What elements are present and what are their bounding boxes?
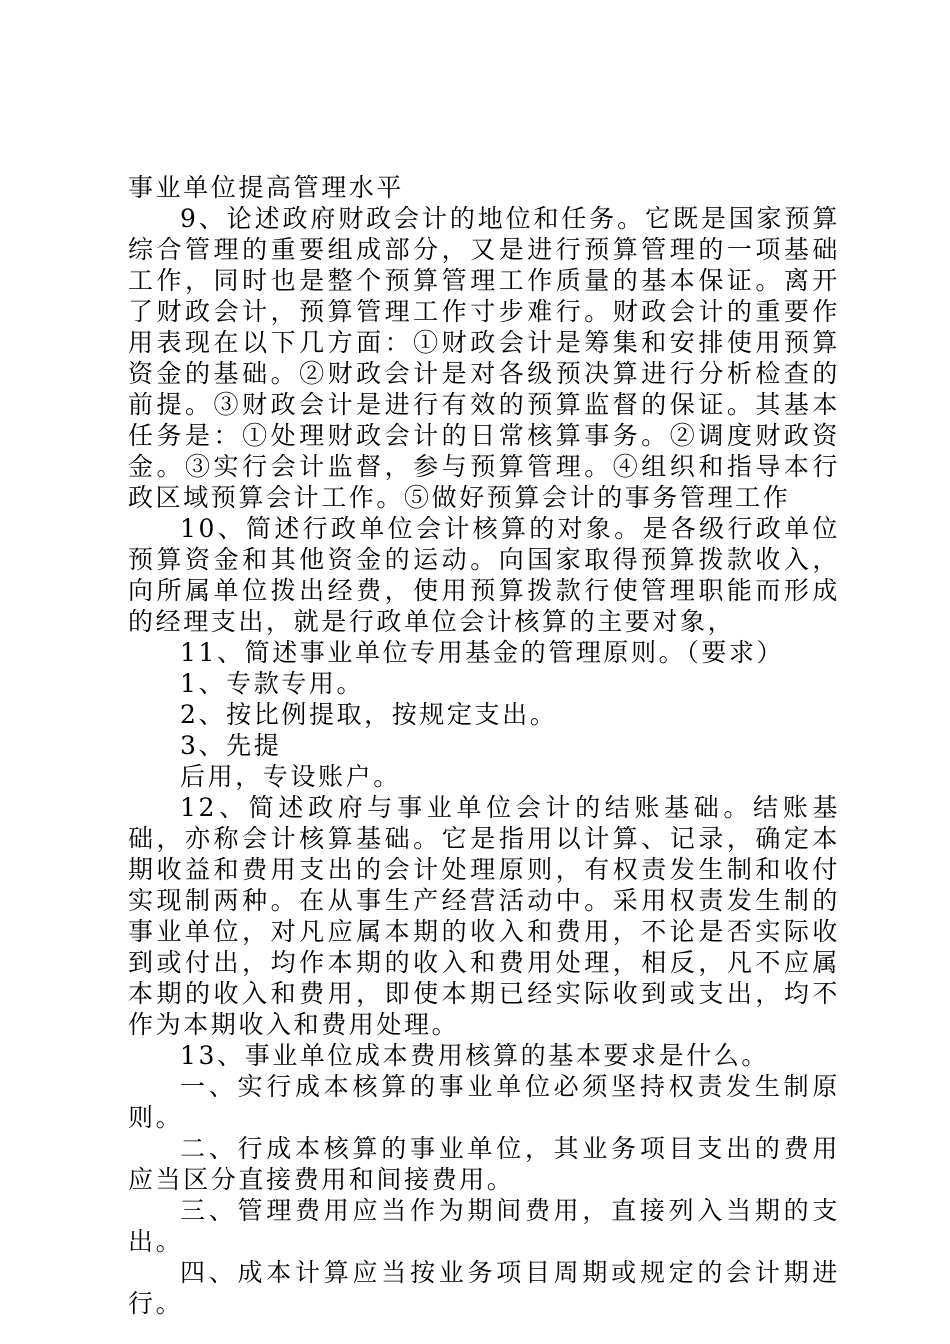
paragraph-item-11-point-3: 3、先提 bbox=[180, 731, 282, 760]
paragraph-item-11: 11、简述事业单位专用基金的管理原则。（要求） bbox=[180, 638, 785, 667]
paragraph-heading-line: 事业单位提高管理水平 bbox=[128, 173, 405, 202]
paragraph-item-13-point-1: 一、实行成本核算的事业单位必须坚持权责发生制原则。 bbox=[128, 1072, 840, 1132]
paragraph-item-11-point-2: 2、按比例提取，按规定支出。 bbox=[180, 700, 558, 729]
paragraph-item-10: 10、简述行政单位会计核算的对象。是各级行政单位预算资金和其他资金的运动。向国家取得预算拨款收入，向所属单位拨出经费，使用预算拨款行使管理职能而形成的经理支出，就是行政单位会计核算的主要对象， bbox=[128, 514, 840, 636]
paragraph-item-13: 13、事业单位成本费用核算的基本要求是什么。 bbox=[180, 1041, 770, 1070]
paragraph-item-13-point-3: 三、管理费用应当作为期间费用，直接列入当期的支出。 bbox=[128, 1196, 840, 1256]
paragraph-item-13-point-2: 二、行成本核算的事业单位，其业务项目支出的费用应当区分直接费用和间接费用。 bbox=[128, 1134, 840, 1194]
paragraph-item-9: 9、论述政府财政会计的地位和任务。它既是国家预算综合管理的重要组成部分，又是进行预算管理的一项基础工作，同时也是整个预算管理工作质量的基本保证。离开了财政会计，预算管理工作寸步难行。财政会计的重要作用表现在以下几方面：①财政会计是筹集和安排使用预算资金的基础。②财政会计是对各级预决算进行分析检查的前提。③财政会计是进行有效的预算监督的保证。其基本任务是：①处理财政会计的日常核算事务。②调度财政资金。③实行会计监督，参与预算管理。④组织和指导本行政区域预算会计工作。⑤做好预算会计的事务管理工作 bbox=[128, 204, 840, 512]
paragraph-item-13-point-4: 四、成本计算应当按业务项目周期或规定的会计期进行。 bbox=[128, 1258, 840, 1318]
document-body bbox=[128, 172, 840, 1319]
paragraph-item-11-point-3-cont: 后用，专设账户。 bbox=[180, 762, 401, 791]
paragraph-item-11-point-1: 1、专款专用。 bbox=[180, 669, 365, 698]
paragraph-item-12: 12、简述政府与事业单位会计的结账基础。结账基础，亦称会计核算基础。它是指用以计算、记录，确定本期收益和费用支出的会计处理原则，有权责发生制和收付实现制两种。在从事生产经营活动中。采用权责发生制的事业单位，对凡应属本期的收入和费用，不论是否实际收到或付出，均作本期的收入和费用处理，相反，凡不应属本期的收入和费用，即使本期已经实际收到或支出，均不作为本期收入和费用处理。 bbox=[128, 793, 840, 1039]
